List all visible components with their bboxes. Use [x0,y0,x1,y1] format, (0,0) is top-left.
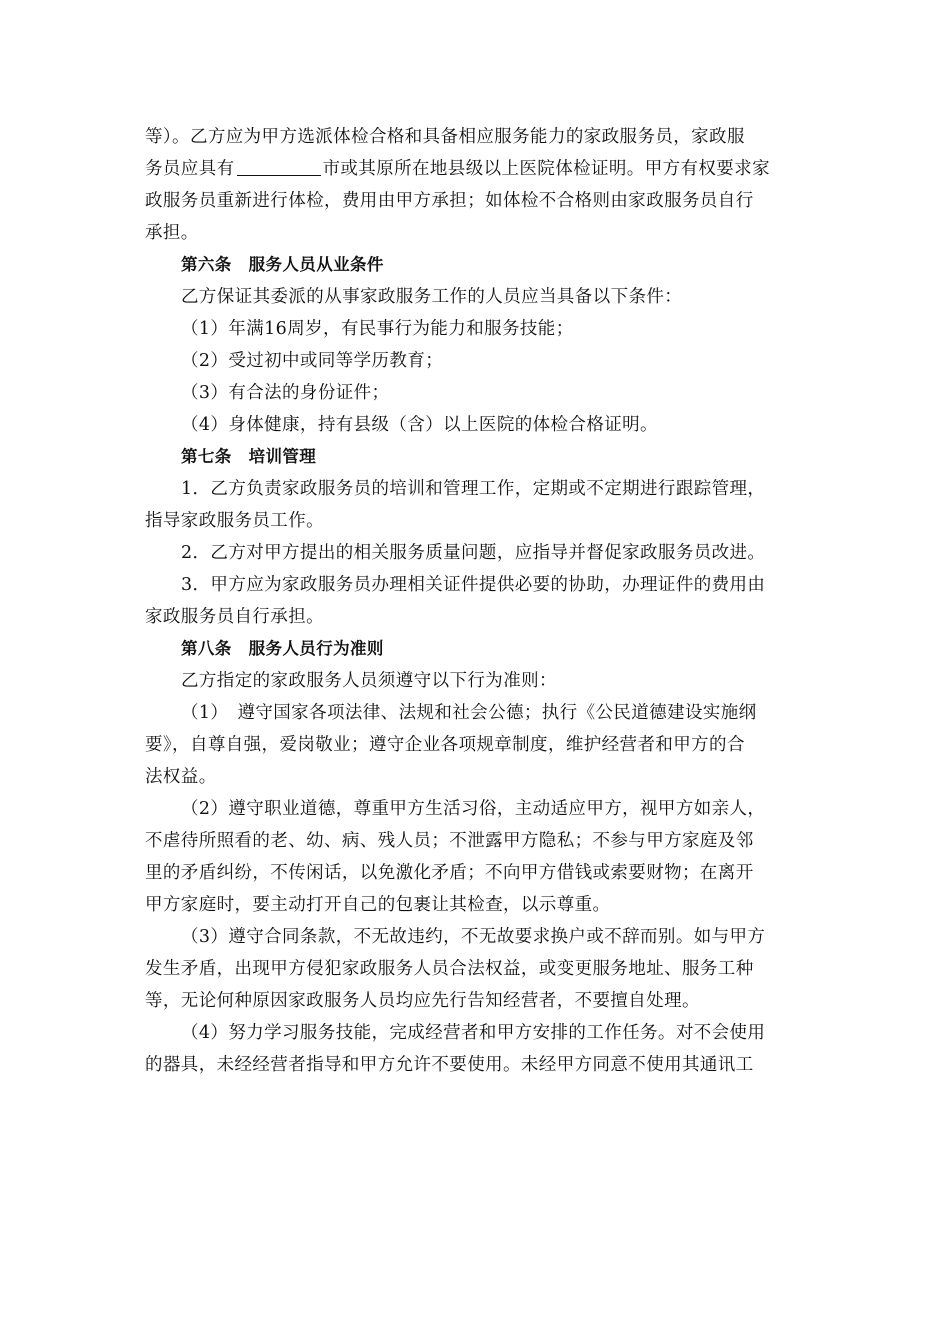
article-8-rule-2-cont: 甲方家庭时，要主动打开自己的包裹让其检查，以示尊重。 [145,895,611,915]
article-8-heading: 第八条 服务人员行为准则 [181,639,384,658]
paragraph-line: 政服务员重新进行体检，费用由甲方承担；如体检不合格则由家政服务员自行 [145,191,754,211]
paragraph-line: 承担。 [145,223,199,243]
document-page [145,121,805,1081]
article-7-item-2: 2．乙方对甲方提出的相关服务质量问题，应指导并督促家政服务员改进。 [181,543,766,563]
article-6-item-1: （1）年满16周岁，有民事行为能力和服务技能； [181,319,574,339]
article-8-rule-1: （1） 遵守国家各项法律、法规和社会公德；执行《公民道德建设实施纲 [181,703,757,723]
article-7-item-3: 3．甲方应为家政服务员办理相关证件提供必要的协助，办理证件的费用由 [181,575,766,595]
article-6-item-3: （3）有合法的身份证件； [181,383,390,403]
article-8-rule-1-cont: 要》，自尊自强，爱岗敬业；遵守企业各项规章制度，维护经营者和甲方的合 [145,735,745,755]
article-6-heading: 第六条 服务人员从业条件 [181,255,384,274]
article-8-rule-4-cont: 的器具，未经经营者指导和甲方允许不要使用。未经甲方同意不使用其通讯工 [145,1055,754,1075]
article-7-heading: 第七条 培训管理 [181,447,317,466]
text-segment: 市或其原所在地县级以上医院体检证明。甲方有权要求家 [322,159,770,179]
article-8-rule-3-cont: 等，无论何种原因家政服务人员均应先行告知经营者，不要擅自处理。 [145,991,700,1011]
article-7-item-3-cont: 家政服务员自行承担。 [145,607,324,627]
article-7-item-1-cont: 指导家政服务员工作。 [145,511,324,531]
article-8-rule-3: （3）遵守合同条款，不无故违约，不无故要求换户或不辞而别。如与甲方 [181,927,766,947]
article-8-rule-3-cont: 发生矛盾，出现甲方侵犯家政服务人员合法权益，或变更服务地址、服务工种 [145,959,754,979]
article-6-item-2: （2）受过初中或同等学历教育； [181,351,444,371]
paragraph-line-with-blank [145,153,805,185]
text-segment: 务员应具有 [145,159,235,179]
article-6-intro: 乙方保证其委派的从事家政服务工作的人员应当具备以下条件： [181,287,683,307]
article-8-rule-2-cont: 里的矛盾纠纷，不传闲话，以免激化矛盾；不向甲方借钱或索要财物；在离开 [145,863,754,883]
article-8-rule-2-cont: 不虐待所照看的老、幼、病、残人员；不泄露甲方隐私；不参与甲方家庭及邻 [145,831,754,851]
fill-in-blank [237,157,321,176]
article-8-rule-1-cont: 法权益。 [145,767,217,787]
article-8-intro: 乙方指定的家政服务人员须遵守以下行为准则： [181,671,557,691]
article-7-item-1: 1．乙方负责家政服务员的培训和管理工作，定期或不定期进行跟踪管理， [181,479,766,499]
article-8-rule-4: （4）努力学习服务技能，完成经营者和甲方安排的工作任务。对不会使用 [181,1023,766,1043]
article-8-rule-2: （2）遵守职业道德，尊重甲方生活习俗，主动适应甲方，视甲方如亲人， [181,799,766,819]
paragraph-line: 等）。乙方应为甲方选派体检合格和具备相应服务能力的家政服务员，家政服 [145,127,745,147]
article-6-item-4: （4）身体健康，持有县级（含）以上医院的体检合格证明。 [181,415,658,435]
